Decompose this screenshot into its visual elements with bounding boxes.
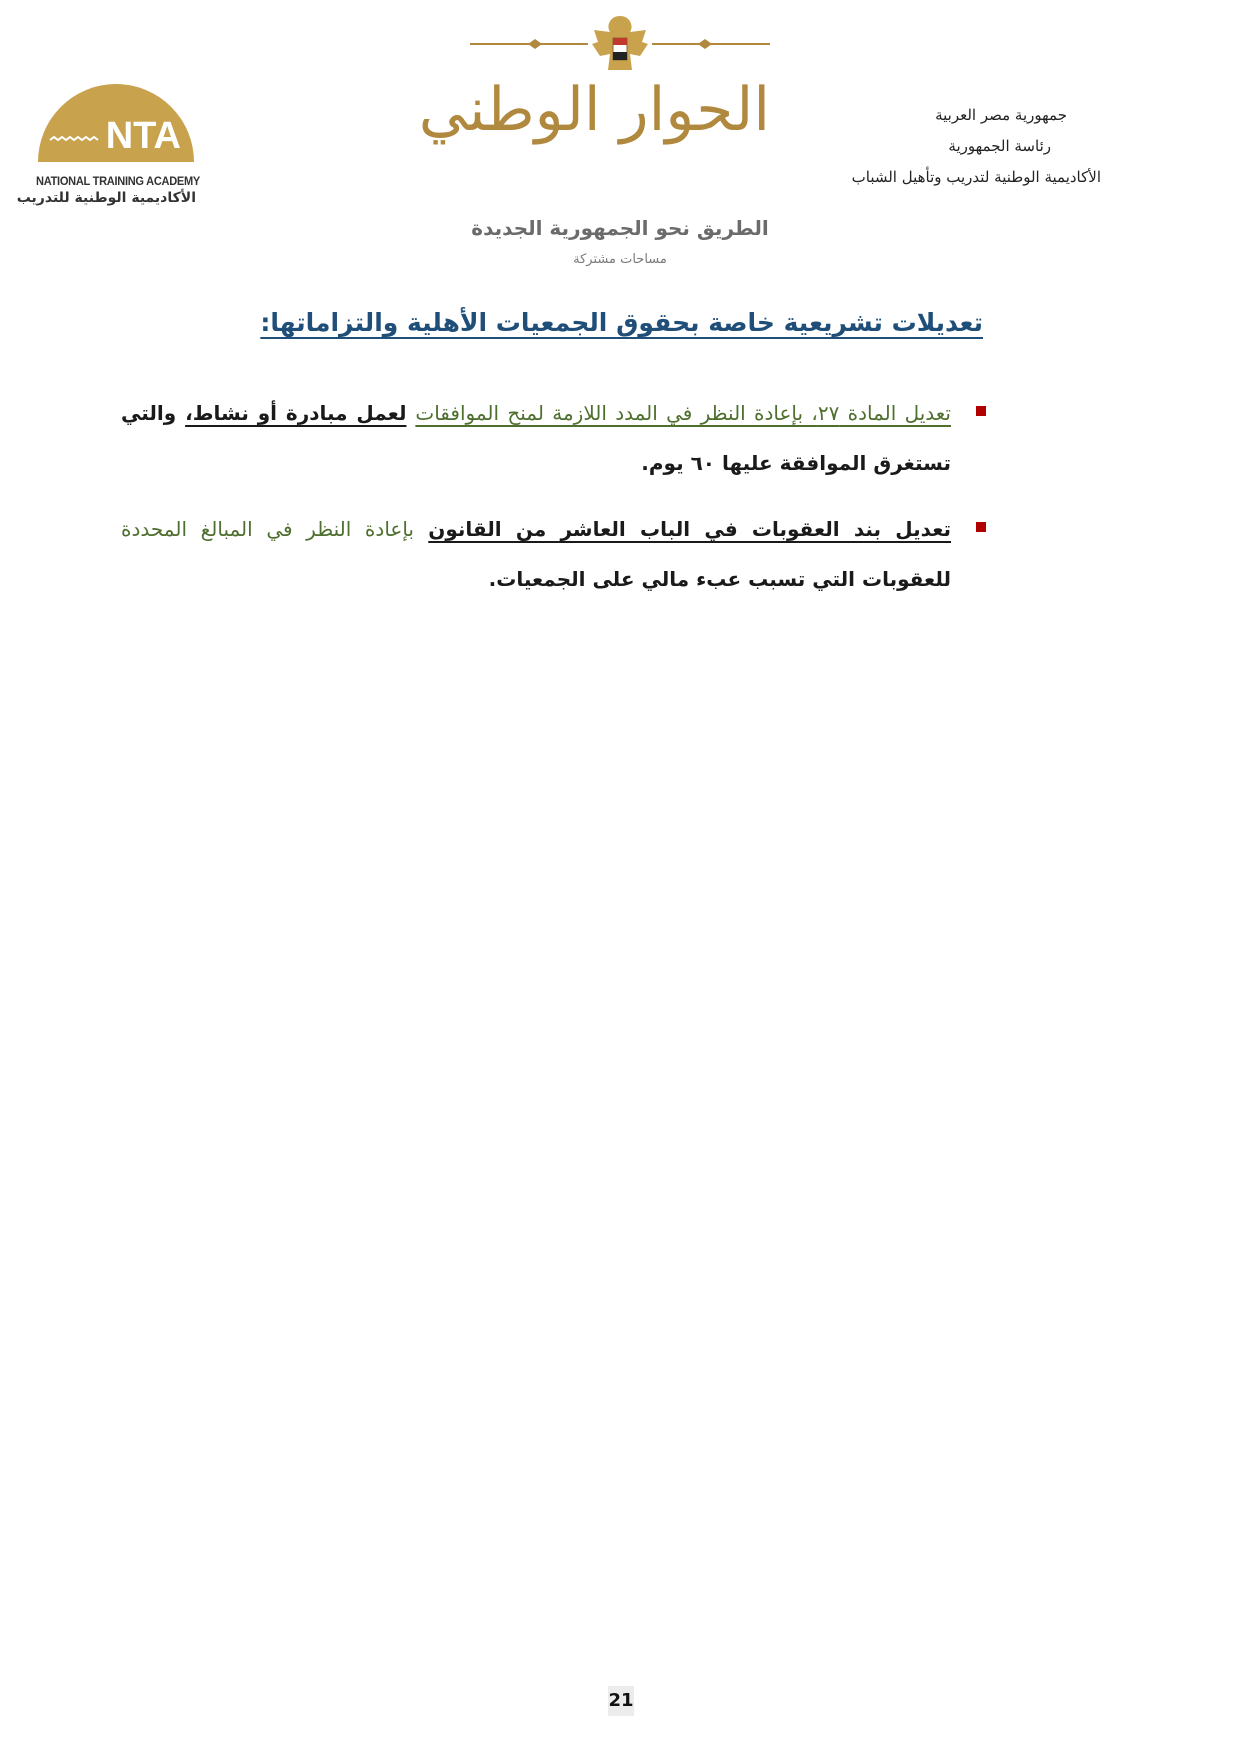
nta-english-name: NATIONAL TRAINING ACADEMY xyxy=(36,174,201,188)
eagle-crest-icon xyxy=(470,12,770,82)
gov-line-presidency: رئاسة الجمهورية xyxy=(948,137,1051,155)
emblem-title: الحوار الوطني xyxy=(418,75,770,145)
list-item xyxy=(121,504,951,604)
square-bullet-icon xyxy=(976,406,986,416)
bullet-1-rest: والتي تستغرق الموافقة عليها ٦٠ يوم. xyxy=(121,401,951,475)
bullet-1-emphasis: لعمل مبادرة أو نشاط، xyxy=(185,401,407,425)
nta-arabic-name: الأكاديمية الوطنية للتدريب xyxy=(16,190,196,206)
page-number: 21 xyxy=(608,1686,634,1716)
national-dialogue-emblem xyxy=(418,12,770,267)
bullet-2-emphasis: تعديل بند العقوبات في الباب العاشر من القانون xyxy=(428,517,951,541)
bullet-2-highlight: بإعادة النظر في المبالغ المحددة xyxy=(121,517,415,541)
bullet-2-rest: للعقوبات التي تسبب عبء مالي على الجمعيات. xyxy=(488,567,951,591)
gov-line-country: جمهورية مصر العربية xyxy=(935,106,1067,124)
emblem-tagline: مساحات مشتركة xyxy=(573,252,667,267)
list-item xyxy=(121,388,951,488)
emblem-subtitle: الطريق نحو الجمهورية الجديدة xyxy=(471,216,769,240)
nta-logo-icon xyxy=(36,82,196,172)
section-heading: تعديلات تشريعية خاصة بحقوق الجمعيات الأهلية والتزاماتها: xyxy=(260,308,983,337)
square-bullet-icon xyxy=(976,522,986,532)
bullet-list xyxy=(121,388,951,620)
nta-abbr: NTA xyxy=(105,115,181,157)
nta-logo xyxy=(16,82,201,212)
gov-line-academy: الأكاديمية الوطنية لتدريب وتأهيل الشباب xyxy=(851,168,1101,186)
government-header xyxy=(771,100,1101,193)
bullet-1-highlight: تعديل المادة ٢٧، بإعادة النظر في المدد اللازمة لمنح الموافقات xyxy=(415,401,951,425)
